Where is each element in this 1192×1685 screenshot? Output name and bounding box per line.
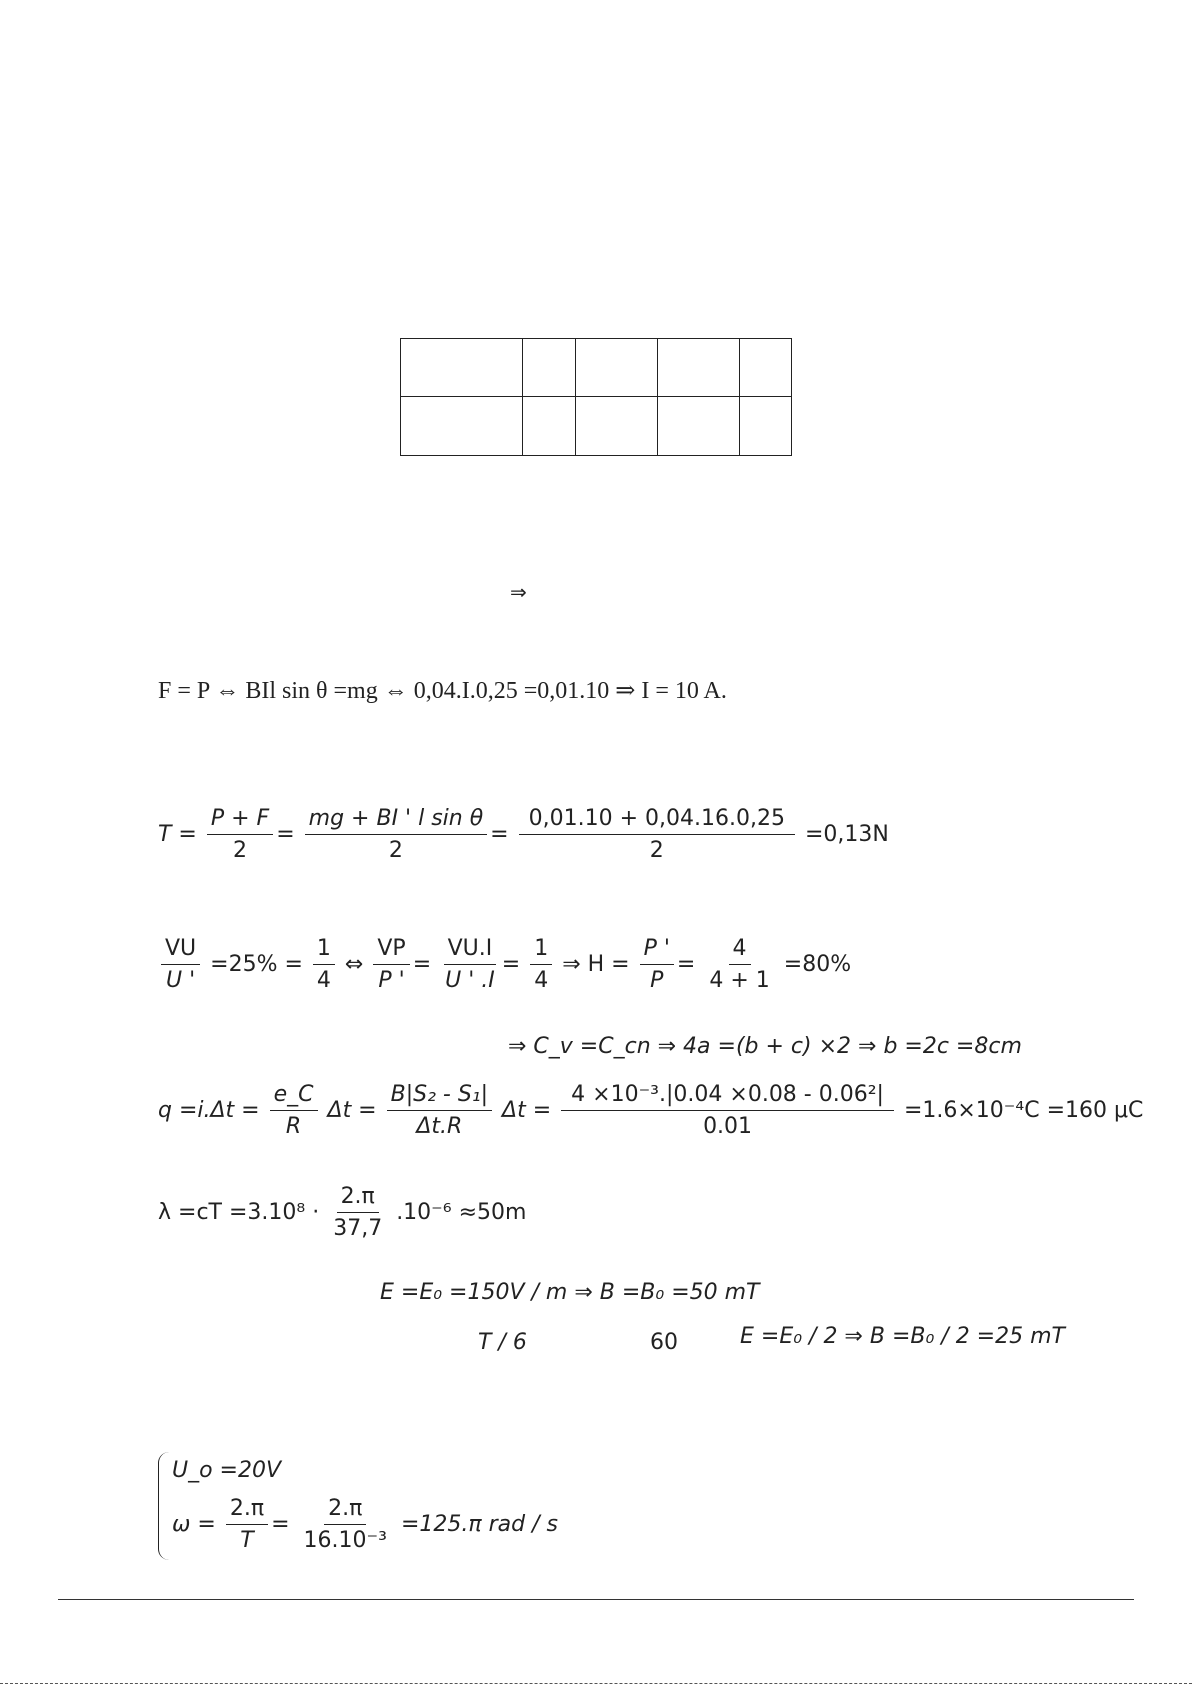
table-cell xyxy=(658,397,740,455)
fraction-numerator: VU.I xyxy=(444,936,497,965)
fraction-denominator: U ' .I xyxy=(445,968,495,994)
force-balance-equation: F = P ⇔ BIl sin θ =mg ⇔ 0,04.I.0,25 =0,01.10 ⇒ I = 10 A. xyxy=(158,678,727,704)
fraction-denominator: R xyxy=(285,1114,302,1140)
table-cell xyxy=(658,339,740,397)
fraction-numerator: B|S₂ - S₁| xyxy=(387,1082,492,1111)
fraction-numerator: 1 xyxy=(313,936,335,965)
fraction-denominator: P ' xyxy=(378,968,405,994)
table-cell xyxy=(401,339,523,397)
fraction-numerator: 2.π xyxy=(324,1496,366,1525)
tension-equation: T = $\frac{P + F}{2}$ = $\frac{\text{mg + BI ' l sin θ}}{2}$ = $\frac{0,01.10 + 0,04.16.0,25}{2}$ =0,13N xyxy=(158,806,889,864)
capacity-equation: ⇒ C_v =C_cn ⇒ 4a =(b + c) ×2 ⇒ b =2c =8cm xyxy=(508,1034,1022,1059)
eq-text: =25% = xyxy=(210,951,303,977)
fraction-numerator: P ' xyxy=(640,936,674,965)
table-cell xyxy=(523,339,576,397)
fraction-denominator: 4 + 1 xyxy=(709,968,770,994)
table-cell xyxy=(401,397,523,455)
fraction-numerator: P + F xyxy=(207,806,273,835)
table-cell xyxy=(576,397,658,455)
implies-symbol: ⇒ xyxy=(510,580,527,604)
fraction-denominator: T xyxy=(240,1528,254,1554)
time-fraction-text: T / 6 xyxy=(478,1330,527,1355)
table-cell xyxy=(740,397,791,455)
fraction-denominator: 2 xyxy=(388,838,403,864)
eq-lhs: ω = xyxy=(172,1511,216,1537)
fraction-numerator: 1 xyxy=(530,936,552,965)
page-bottom-border xyxy=(0,1683,1192,1684)
angle-value-text: 60 xyxy=(650,1330,678,1355)
fraction-denominator: 2 xyxy=(233,838,248,864)
eq-text: ⇒ H = xyxy=(562,951,630,977)
fraction-numerator: e_C xyxy=(270,1082,318,1111)
eq-rhs: =125.π rad / s xyxy=(400,1511,558,1537)
eq-lhs: T = xyxy=(158,821,197,847)
table-cell xyxy=(523,397,576,455)
fraction-numerator: 4 xyxy=(729,936,751,965)
fraction-denominator: 0.01 xyxy=(703,1114,753,1140)
fraction-numerator: 4 ×10⁻³.|0.04 ×0.08 - 0.06²| xyxy=(561,1082,894,1111)
table-cell xyxy=(576,339,658,397)
table-cell xyxy=(740,339,791,397)
empty-table xyxy=(400,338,792,456)
eq-rhs: .10⁻⁶ ≈50m xyxy=(396,1199,527,1225)
fraction-numerator: VP xyxy=(373,936,409,965)
angular-frequency-equation: ω = $\frac{2.\pi}{T}$ = $\frac{2.\pi}{\text{16.10⁻³}}$ =125.π rad / s xyxy=(172,1496,558,1554)
fraction-numerator: VU xyxy=(161,936,200,965)
charge-equation: q =i.Δt = $\frac{e\_C}{R}$ Δt = $\frac{\text{B|S₂ - S₁|}}{\Delta t.R}$ Δt = $\frac{\text{4 ×10⁻³.|0.04 ×0.08 - 0.06²|}}{0.01}$ =1.6×10⁻⁴C =160 μC xyxy=(158,1082,1144,1140)
eq-rhs: =0,13N xyxy=(804,821,889,847)
fraction-numerator: 2.π xyxy=(337,1184,379,1213)
fraction-denominator: 37,7 xyxy=(333,1216,383,1242)
eq-rhs: =80% xyxy=(783,951,852,977)
eq-text: ⇔ xyxy=(344,951,364,977)
fraction-denominator: U ' xyxy=(166,968,196,994)
fraction-denominator: 4 xyxy=(534,968,549,994)
fraction-denominator: Δt.R xyxy=(416,1114,463,1140)
fraction-denominator: 2 xyxy=(649,838,664,864)
system-brace xyxy=(158,1452,169,1560)
fraction-denominator: 4 xyxy=(316,968,331,994)
field-max-equation: E =E₀ =150V / m ⇒ B =B₀ =50 mT xyxy=(380,1280,760,1305)
fraction-numerator: 2.π xyxy=(226,1496,268,1525)
wavelength-equation xyxy=(158,1184,526,1242)
fraction-numerator: 0,01.10 + 0,04.16.0,25 xyxy=(519,806,795,835)
eq-rhs: =1.6×10⁻⁴C =160 μC xyxy=(903,1097,1144,1123)
voltage-amplitude-equation: U_o =20V xyxy=(172,1458,282,1483)
efficiency-equation: $\frac{VU}{U '}$ =25% = $\frac{1}{4}$ ⇔ $\frac{VP}{P '}$ = $\frac{VU.I}{U ' .I}$ = $\frac{1}{4}$ ⇒ H = $\frac{P '}{P}$ = $\frac{4}{4 + 1}$ =80% xyxy=(158,936,851,994)
eq-lhs: q =i.Δt = xyxy=(158,1097,260,1123)
fraction-denominator: P xyxy=(650,968,664,994)
field-half-equation: E =E₀ / 2 ⇒ B =B₀ / 2 =25 mT xyxy=(740,1324,1065,1349)
eq-lhs: λ =cT =3.10⁸ · xyxy=(158,1199,320,1225)
fraction-numerator: mg + BI ' l sin θ xyxy=(305,806,488,835)
fraction-denominator: 16.10⁻³ xyxy=(303,1528,387,1554)
footer-divider xyxy=(58,1599,1134,1600)
